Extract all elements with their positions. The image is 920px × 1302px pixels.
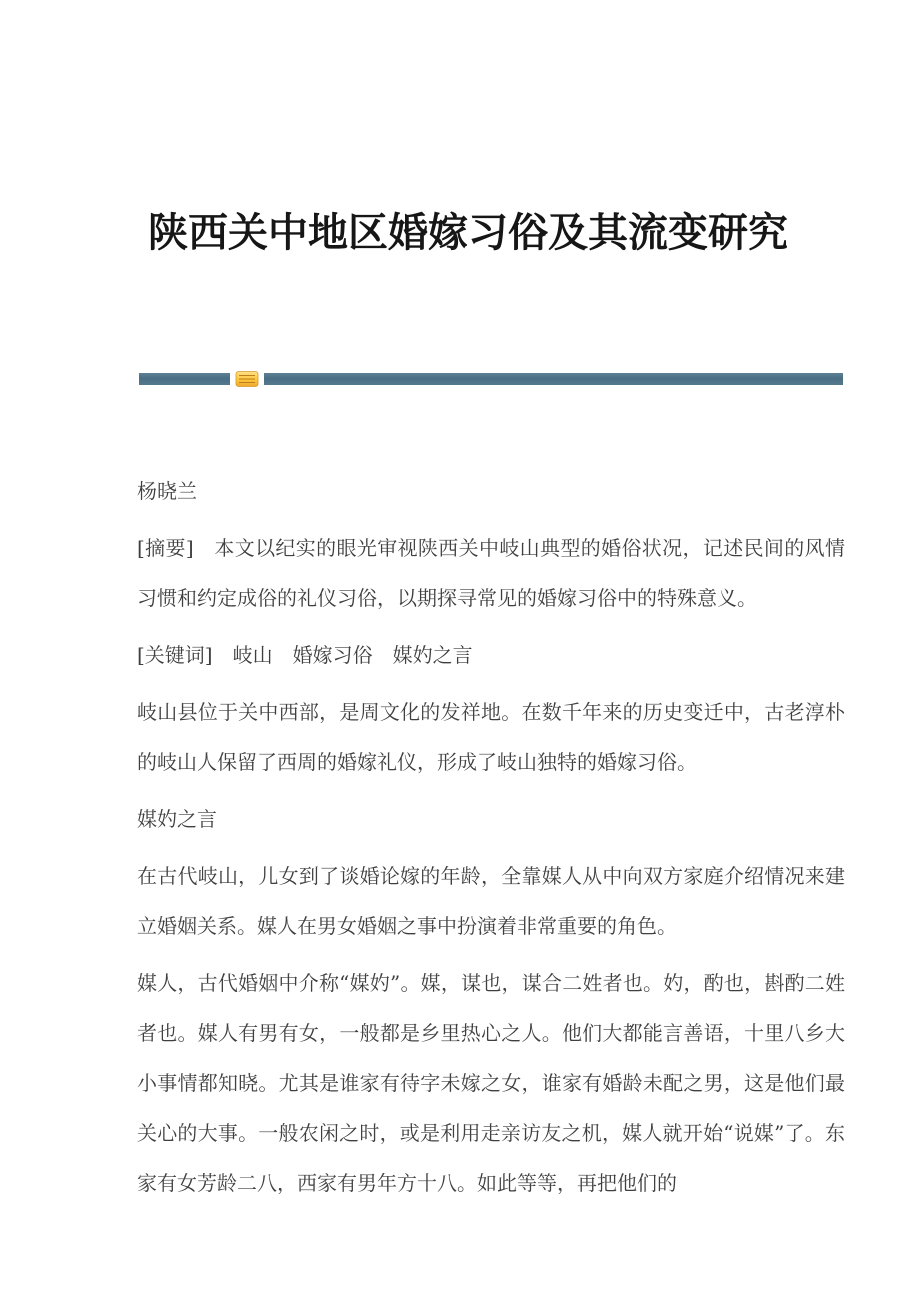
paragraph: 在古代岐山，儿女到了谈婚论嫁的年龄，全靠媒人从中向双方家庭介绍情况来建立婚姻关系。媒人在男女婚姻之事中扮演着非常重要的角色。 — [137, 864, 845, 938]
author: 杨晓兰 — [137, 479, 197, 503]
keywords: [关键词] 岐山 婚嫁习俗 媒妁之言 — [137, 643, 473, 667]
paragraph: 媒人，古代婚姻中介称“媒妁”。媒，谋也，谋合二姓者也。妁，酌也，斟酌二姓者也。媒人有男有女，一般都是乡里热心之人。他们大都能言善语，十里八乡大小事情都知晓。尤其是谁家有待字未嫁之女，谁家有婚龄未配之男，这是他们最关心的大事。一般农闲之时，或是利用走亲访友之机，媒人就开始“说媒”了。东家有女芳龄二八，西家有男年方十八。如此等等，再把他们的 — [137, 971, 845, 1195]
divider-bar-left — [139, 373, 230, 385]
section-heading: 媒妁之言 — [137, 807, 217, 831]
divider-bar-right — [264, 373, 843, 385]
paragraph: 岐山县位于关中西部，是周文化的发祥地。在数千年来的历史变迁中，古老淳朴的岐山人保留了西周的婚嫁礼仪，形成了岐山独特的婚嫁习俗。 — [137, 700, 845, 774]
title-divider — [139, 372, 843, 386]
book-icon — [230, 368, 264, 390]
document-title: 陕西关中地区婚嫁习俗及其流变研究 — [148, 209, 788, 256]
abstract: [摘要] 本文以纪实的眼光审视陕西关中岐山典型的婚俗状况，记述民间的风情习惯和约定成俗的礼仪习俗，以期探寻常见的婚嫁习俗中的特殊意义。 — [137, 536, 845, 610]
article-body — [137, 466, 845, 1208]
